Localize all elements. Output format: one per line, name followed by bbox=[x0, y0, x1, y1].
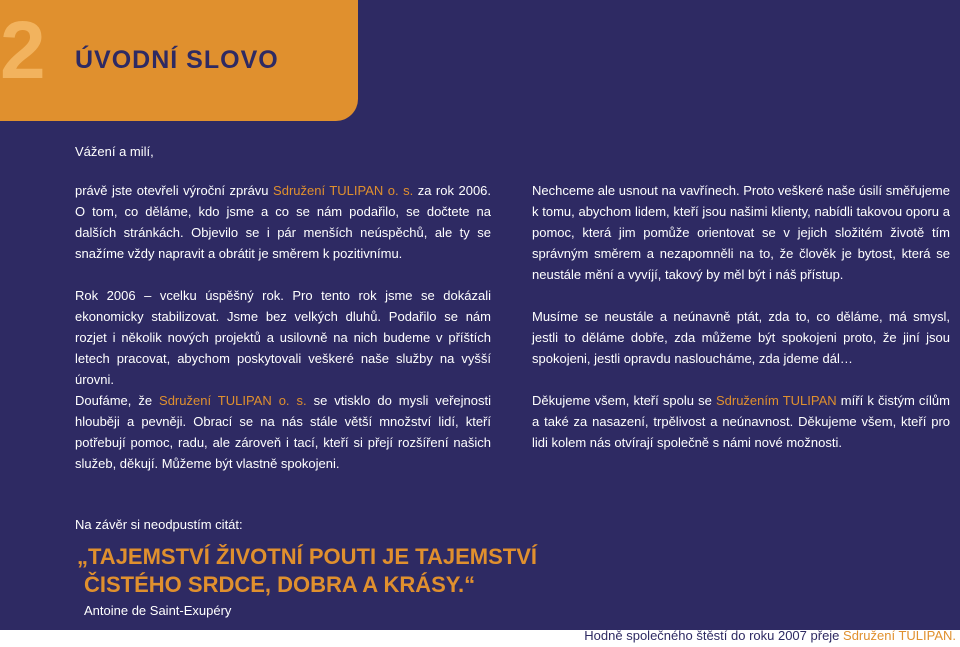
right-paragraph-3: Děkujeme všem, kteří spolu se Sdružením TULIPAN míří k čistým cílům a také za nasazení, trpělivost a neúnavnost. Děkujeme všem, kteří pro lidi kolem nás otvírají společně s námi nové možnosti. bbox=[532, 393, 950, 450]
org-name: Sdružení TULIPAN o. s. bbox=[273, 183, 414, 198]
org-name: Sdružením TULIPAN bbox=[715, 393, 837, 408]
right-paragraph-2: Musíme se neustále a neúnavně ptát, zda to, co děláme, má smysl, jestli to děláme dobře, zda můžeme být spokojeni proto, že jiní jsou spokojeni, jestli opravdu nasloucháme, zda jdeme dál… bbox=[532, 309, 950, 366]
closing-intro: Na závěr si neodpustím citát: bbox=[75, 517, 243, 532]
signoff: Hodně společného štěstí do roku 2007 přeje Sdružení TULIPAN. bbox=[584, 628, 956, 643]
left-paragraph-2: Rok 2006 – vcelku úspěšný rok. Pro tento rok jsme se dokázali ekonomicky stabilizovat. Jsme bez velkých dluhů. Podařilo se nám rozjet i několik nových projektů a usilovně na nich budeme v příštích letech pracovat, abychom poskytovali veškeré naše služby na vyšší úrovni. bbox=[75, 288, 491, 387]
chapter-number: 2 bbox=[0, 5, 44, 96]
quote bbox=[77, 543, 537, 599]
org-name: Sdružení TULIPAN. bbox=[843, 628, 956, 643]
greeting: Vážení a milí, bbox=[75, 144, 154, 159]
quote-line-2: ČISTÉHO SRDCE, DOBRA A KRÁSY.“ bbox=[84, 572, 476, 597]
quote-line-1: „TAJEMSTVÍ ŽIVOTNÍ POUTI JE TAJEMSTVÍ bbox=[77, 544, 538, 569]
page-title: ÚVODNÍ SLOVO bbox=[75, 46, 279, 74]
left-paragraph-3: Doufáme, že Sdružení TULIPAN o. s. se vtisklo do mysli veřejnosti hlouběji a pevněji. Obrací se na nás stále větší množství lidí, kteří potřebují pomoc, radu, ale zároveň i tací, kteří si přejí rozšíření našich služeb, děkují. Můžeme být vlastně spokojeni. bbox=[75, 393, 491, 471]
chapter-header-tab bbox=[0, 0, 358, 121]
org-name: Sdružení TULIPAN o. s. bbox=[159, 393, 307, 408]
quote-author: Antoine de Saint-Exupéry bbox=[84, 603, 232, 618]
left-paragraph-1: právě jste otevřeli výroční zprávu Sdružení TULIPAN o. s. za rok 2006. O tom, co děláme, kdo jsme a co se nám podařilo, se dočtete na dalších stránkách. Objevilo se i pár menších neúspěchů, ale ty se snažíme vždy napravit a obrátit je směrem k pozitivnímu. bbox=[75, 183, 492, 261]
right-paragraph-1: Nechceme ale usnout na vavřínech. Proto veškeré naše úsilí směřujeme k tomu, abychom lidem, kteří jsou našimi klienty, nabídli takovou oporu a pomoc, která jim pomůže orientovat se v jejich složitém životě tím správným směrem a nezapomněli na to, že člověk je bytost, která se neustále mění a vyvíjí, takový by měl být i náš přístup. bbox=[532, 183, 950, 282]
